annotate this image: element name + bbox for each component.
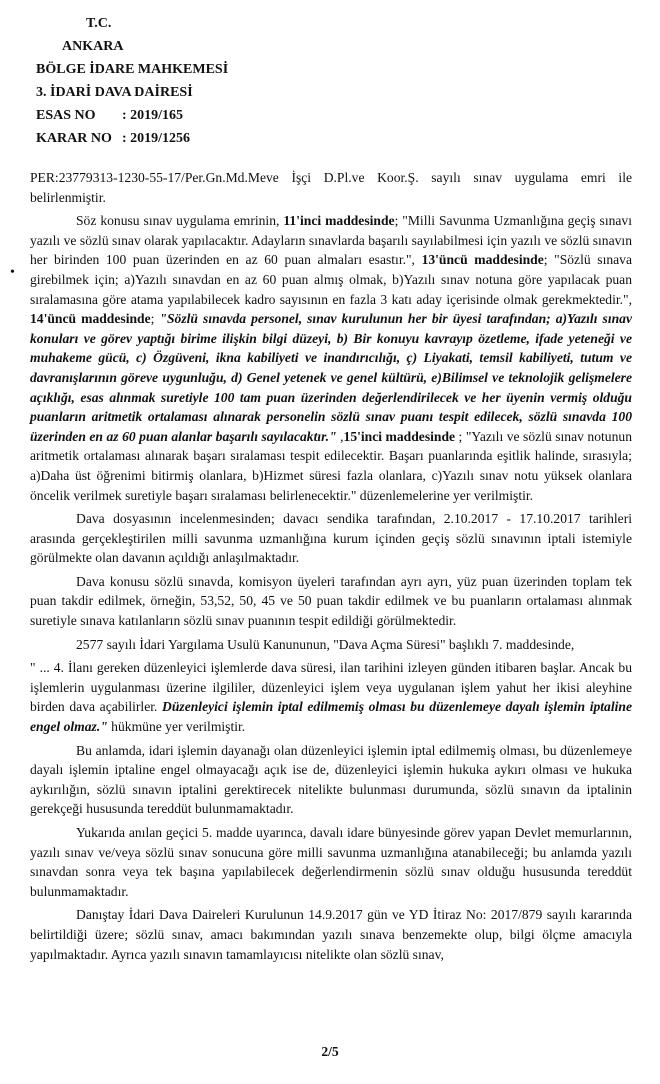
p2-text-a: Söz konusu sınav uygulama emrinin, bbox=[76, 213, 284, 229]
p2-article-13: 13'üncü maddesinde bbox=[421, 252, 544, 268]
p2-article-11: 11'inci maddesinde bbox=[283, 213, 395, 229]
p6-text-a: " ... 4. İlanı gereken düzenleyici işlemlerde dava süresi, ilan tarihini izleyen günden itibaren başlar. Ancak bu işlemlerin uygulanması üzerine ilgililer, düzenleyici işlem veya uygulanan işlem yahut her ikisi aleyhine birden dava açabilirler. bbox=[30, 660, 632, 715]
p2-text-e: ; "Sözlü sınava girebilmek için; a)Yazılı sınavdan en az 60 puan almış olmak, b)Yazılı sınav notuna göre yapılacak puan sıralamasına göre atama yapılabilecek kadro sayısının en fazla 3 katı aday içerisinde olmak gerekmektedir.", bbox=[30, 252, 633, 307]
paragraph-1: PER:23779313-1230-55-17/Per.Gn.Md.Meve İşçi D.Pl.ve Koor.Ş. sayılı sınav uygulama emri ile belirlenmiştir. bbox=[30, 170, 632, 205]
p2-text-c: ; "Milli Savunma Uzmanlığına geçiş sınavı yazılı ve sözlü sınav olarak yapılacaktır. Adayların sınavlarda başarılı sayılabilmesi için yazılı ve sözlü sınavın her birinden 100 puan üzerinden en az 60 puan almaları esastır.", bbox=[30, 213, 633, 268]
paragraph-6 bbox=[30, 658, 632, 736]
esas-row bbox=[36, 104, 228, 127]
paragraph-8: Yukarıda anılan geçici 5. madde uyarınca, davalı idare bünyesinde görev yapan Devlet memurlarının, yazılı sınav ve/veya sözlü sınav sonucuna göre milli savunma uzmanlığına atanabileceği; bu anlamda yazılı sınavdan sonra veya tek başına yapılabilecek değerlendirmenin sözlü sınav olduğu hususunda tereddüt bulunmamaktadır. bbox=[30, 825, 632, 899]
paragraph-7: Bu anlamda, idari işlemin dayanağı olan düzenleyici işlemin iptal edilmemiş olması, bu düzenlemeye dayalı işlemin iptaline engel olmayacağı açık ise de, düzenleyici işlemin hukuka aykırı olması ve hukuka aykırılığın, sözlü sınavın iptalini gerektirecek nitelikte bulunması durumunda, sözlü sınavın da iptalinin gerekçeği hususunda tereddüt bulunmamaktadır. bbox=[30, 742, 632, 817]
p2-text-k: ; "Yazılı ve sözlü sınav notunun aritmetik ortalaması alınarak başarı sıralaması tespit edilecektir. Başarı puanlarında eşitlik halinde, sırasıyla; a)Daha üst öğrenimi bitirmiş olanlara, b)Hizmet süresi fazla olanlara, c)Yazılı sınav notu yüksek olanlara öncelik verilmek suretiyle başarı sıralaması belirlenecektir." düzenlemelerine yer verilmiştir. bbox=[30, 428, 632, 503]
header-city: ANKARA bbox=[62, 39, 124, 54]
paragraph-4: Dava konusu sözlü sınavda, komisyon üyeleri tarafından ayrı ayrı, yüz puan üzerinden toplam tek puan takdir edilmek, örneğin, 53,52, 50, 45 ve 50 puan takdir edilmek ve bu puanların ortalaması alınmak suretiyle sınava katılanların sözlü sınav puanının tespit edildiği görülmektedir. bbox=[30, 573, 632, 629]
p6-quote: Düzenleyici işlemin iptal edilmemiş olması bu düzenlemeye dayalı işlemin iptaline engel olmaz." bbox=[30, 699, 632, 735]
paragraph-5: 2577 sayılı İdari Yargılama Usulü Kanununun, "Dava Açma Süresi" başlıklı 7. maddesinde, bbox=[76, 636, 575, 652]
karar-label: KARAR NO bbox=[36, 131, 112, 146]
esas-label: ESAS NO bbox=[36, 108, 96, 123]
paragraph-2 bbox=[30, 211, 632, 505]
paragraph-3: Dava dosyasının incelenmesinden; davacı sendika tarafından, 2.10.2017 - 17.10.2017 tarihleri arasında gerçekleştirilen milli savunma uzmanlığına kurum içinden geçiş sözlü sınavının iptali istemiyle görülmekte olan davanın açıldığı anlaşılmaktadır. bbox=[30, 511, 632, 566]
p6-text-c: hükmüne yer verilmiştir. bbox=[107, 719, 246, 735]
p2-text-g: ; bbox=[150, 311, 160, 327]
p2-article-15: 15'inci maddesinde bbox=[343, 428, 456, 444]
esas-value: : 2019/165 bbox=[122, 108, 184, 123]
document-header bbox=[36, 12, 228, 150]
karar-row bbox=[36, 127, 228, 150]
p2-article-14: 14'üncü maddesinde bbox=[30, 311, 151, 327]
karar-value: : 2019/1256 bbox=[122, 131, 191, 146]
p2-quote-14: "Sözlü sınavda personel, sınav kurulunun her bir üyesi tarafından; a)Yazılı sınav konuları ve görev yaptığı birime ilişkin bilgi düzeyi, b) Bir konuyu kavrayıp özetleme, ifade yeteneği ve muhakeme gücü, c) Özgüveni, ikna kabiliyeti ve inandırıcılığı, ç) Liyakati, temsil kabiliyeti, tutum ve davranışlarının göreve uygunluğu, d) Genel yetenek ve genel kültürü, e)Bilimsel ve teknolojik gelişmelere açıklığı, esas alınmak suretiyle 100 tam puan üzerinden değerlendirilecek ve her üyenin vermiş olduğu puanların aritmetik ortalaması alınarak personelin sözlü sınav puanı tespit edilecek, sözlü sınavda 100 üzerinden en az 60 puan alanlar başarılı sayılacaktır." bbox=[30, 311, 632, 444]
p2-text-i: , bbox=[336, 428, 344, 444]
header-tc: T.C. bbox=[86, 16, 112, 31]
header-chamber: 3. İDARİ DAVA DAİRESİ bbox=[36, 85, 193, 100]
header-court: BÖLGE İDARE MAHKEMESİ bbox=[36, 62, 229, 77]
paragraph-9: Danıştay İdari Dava Daireleri Kurulunun 14.9.2017 gün ve YD İtiraz No: 2017/879 sayılı kararında belirtildiği üzere; sözlü sınav, amacı bakımından yazılı sınava benzemekte olup, bilgi ölçme amacıyla yapılmaktadır. Ayrıca yazılı sınavın tamamlayıcısı nitelikte olan sözlü sınav, bbox=[30, 907, 632, 962]
margin-mark: • bbox=[10, 265, 15, 280]
page-number: 2/5 bbox=[321, 1044, 339, 1059]
document-body bbox=[30, 168, 632, 968]
